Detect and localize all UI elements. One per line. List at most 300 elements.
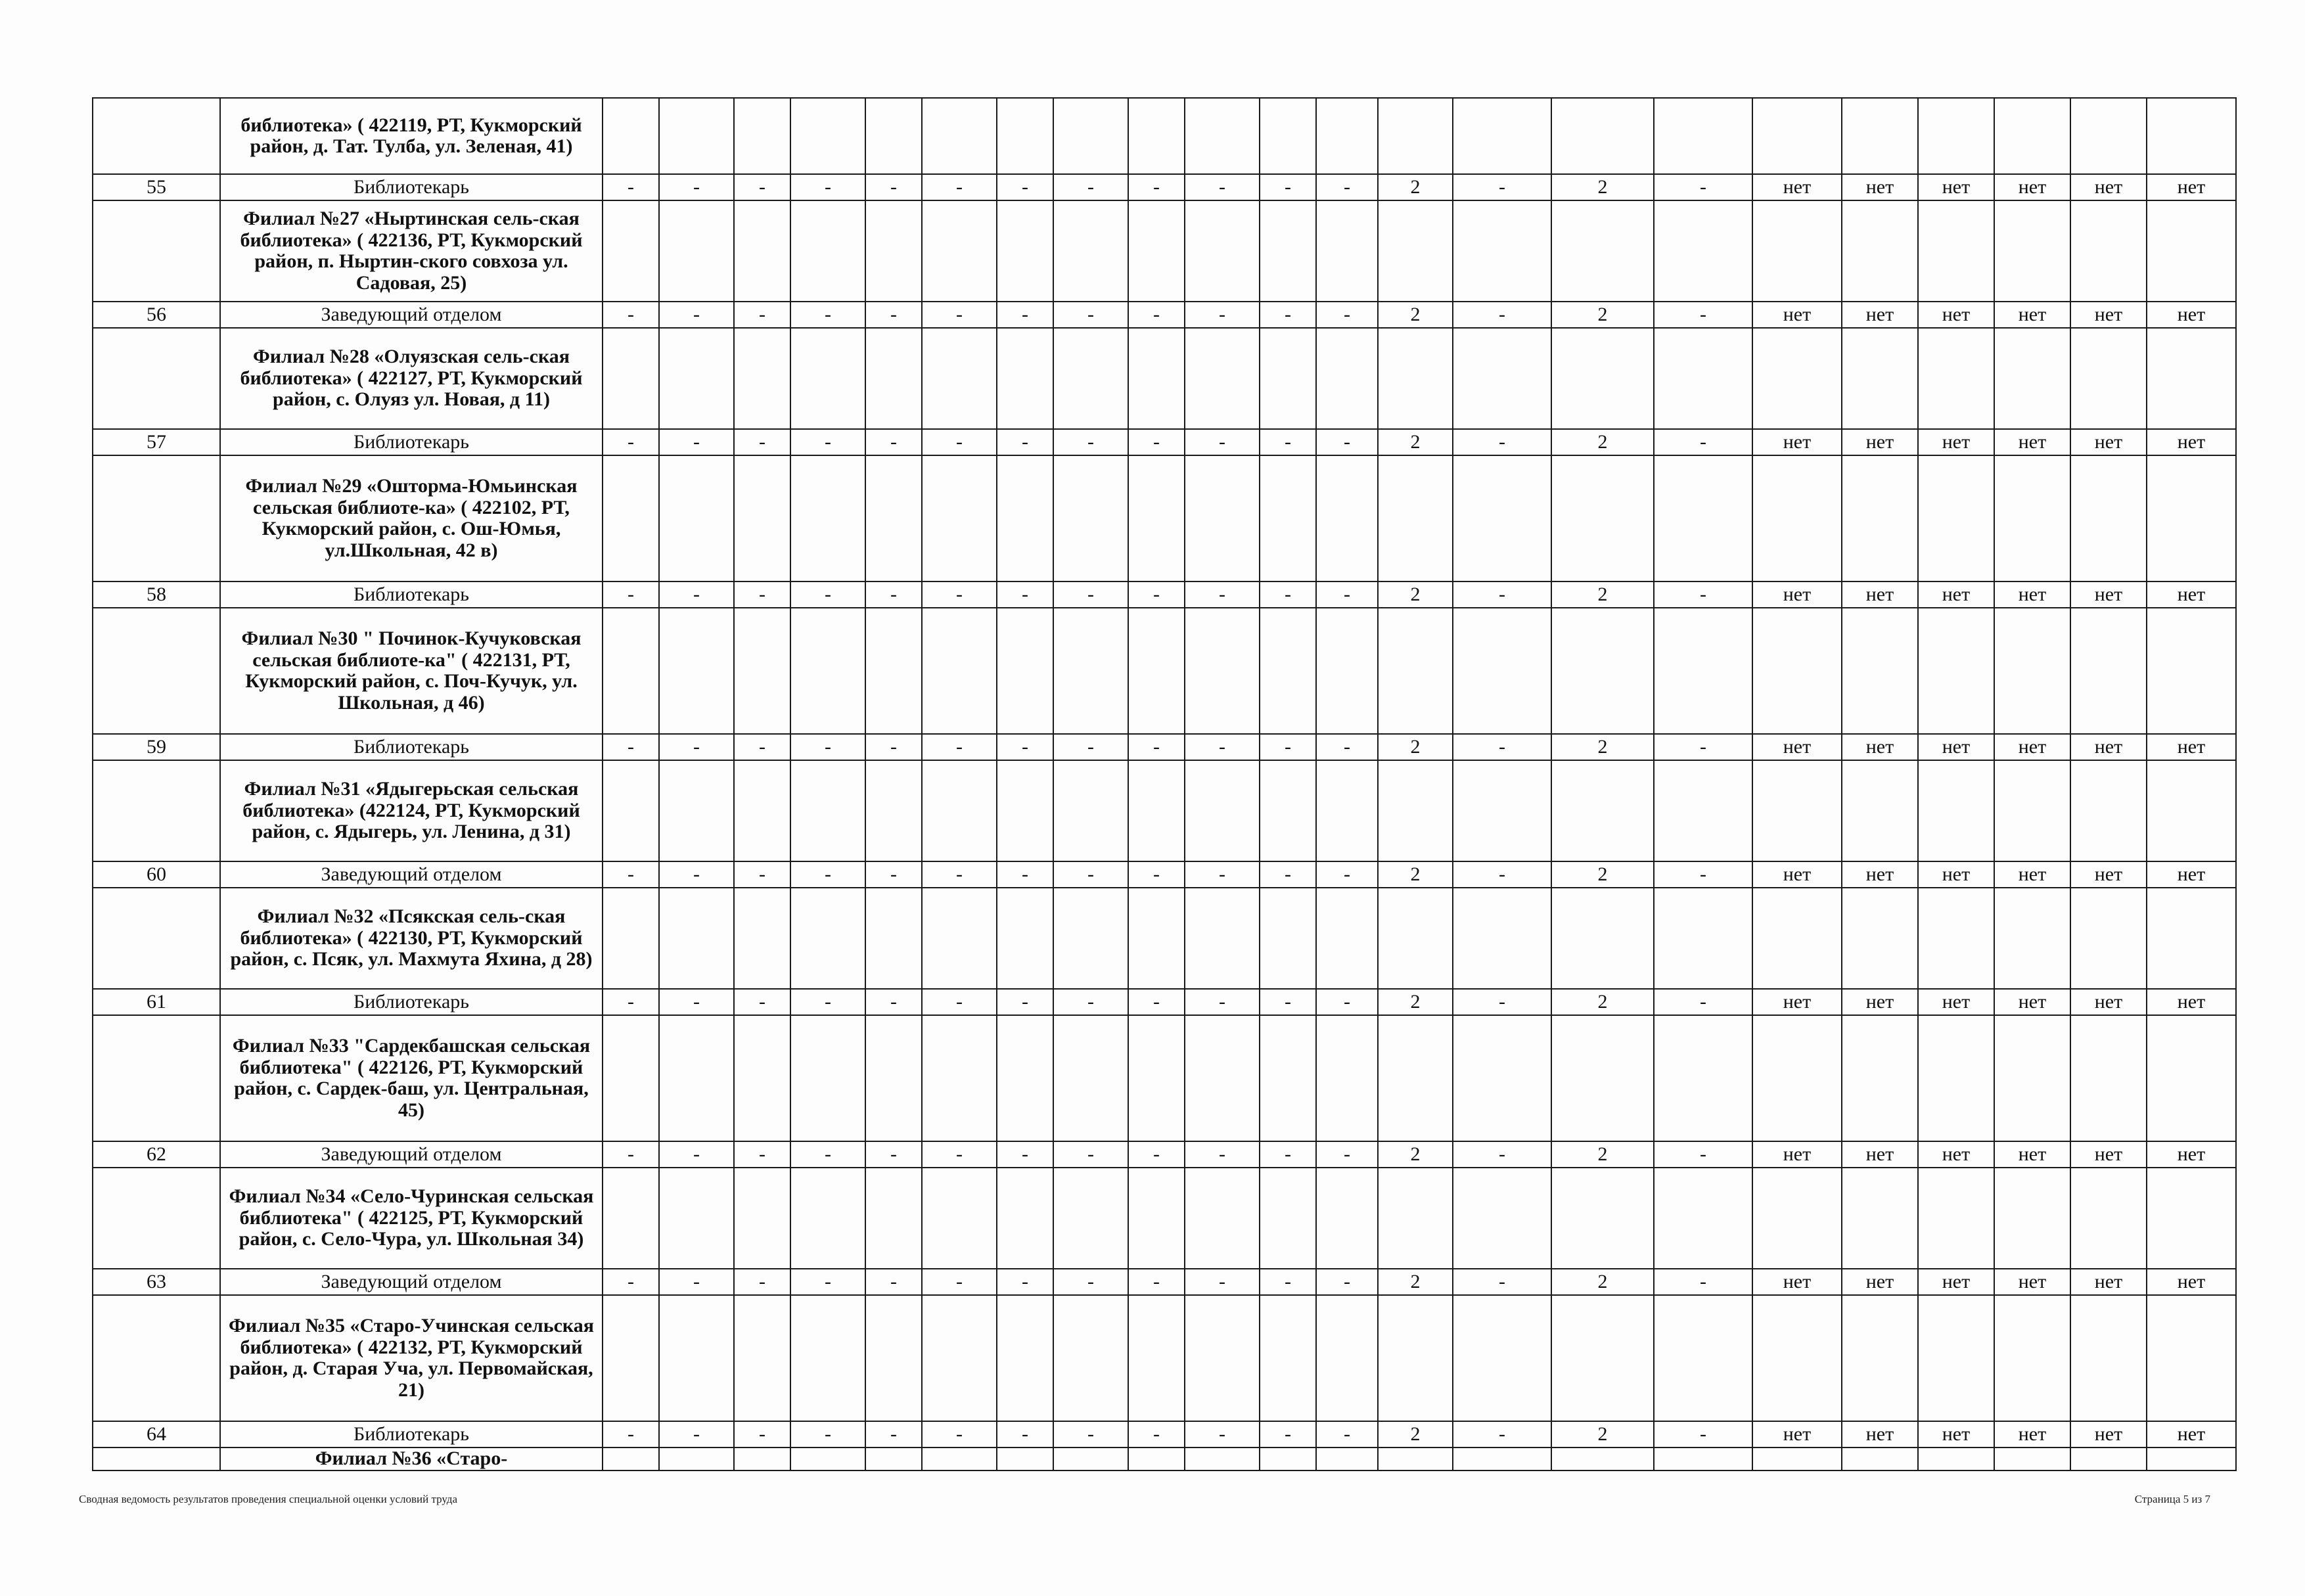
value-cell: - <box>1053 734 1128 760</box>
position-cell: Библиотекарь <box>220 734 603 760</box>
value-cell: - <box>1654 861 1752 888</box>
row-number-cell: 59 <box>93 734 220 760</box>
value-cell: - <box>1128 174 1185 200</box>
empty-cell <box>1260 1168 1316 1269</box>
row-number-cell: 60 <box>93 861 220 888</box>
value-cell: нет <box>2070 1141 2147 1168</box>
empty-cell <box>1378 760 1453 861</box>
value-cell: 2 <box>1378 1141 1453 1168</box>
empty-cell <box>2070 1015 2147 1141</box>
empty-cell <box>1842 455 1918 581</box>
value-cell: - <box>1053 302 1128 328</box>
empty-cell <box>603 1295 659 1421</box>
empty-cell <box>922 1168 997 1269</box>
value-cell: нет <box>2147 581 2236 608</box>
branch-row-number-cell <box>93 760 220 861</box>
value-cell: - <box>865 734 922 760</box>
table-row <box>93 302 2236 328</box>
value-cell: - <box>603 581 659 608</box>
empty-cell <box>1053 1295 1128 1421</box>
table-row <box>93 989 2236 1015</box>
empty-cell <box>1994 200 2070 302</box>
value-cell: - <box>1128 1421 1185 1448</box>
empty-cell <box>1316 200 1378 302</box>
row-number-cell: 61 <box>93 989 220 1015</box>
value-cell: нет <box>1752 861 1842 888</box>
empty-cell <box>1918 200 1994 302</box>
value-cell: нет <box>2147 989 2236 1015</box>
value-cell: - <box>1053 989 1128 1015</box>
empty-cell <box>1053 608 1128 734</box>
empty-cell <box>1453 760 1551 861</box>
value-cell: нет <box>1994 174 2070 200</box>
value-cell: - <box>790 581 865 608</box>
value-cell: - <box>603 1269 659 1295</box>
value-cell: - <box>865 1269 922 1295</box>
branch-row <box>93 98 2236 174</box>
empty-cell <box>734 1295 790 1421</box>
empty-cell <box>1453 1168 1551 1269</box>
empty-cell <box>1918 98 1994 174</box>
value-cell: - <box>1053 1421 1128 1448</box>
branch-name-cell: Филиал №31 «Ядыгерьская сельская библиотека» (422124, РТ, Кукморский район, с. Ядыгерь, ул. Ленина, д 31) <box>220 760 603 861</box>
value-cell: - <box>1185 174 1260 200</box>
empty-cell <box>1260 1015 1316 1141</box>
empty-cell <box>1551 455 1654 581</box>
value-cell: нет <box>1918 989 1994 1015</box>
value-cell: - <box>603 429 659 455</box>
empty-cell <box>1128 1295 1185 1421</box>
branch-name-cell: Филиал №30 " Починок-Кучуковская сельская библиоте-ка" ( 422131, РТ, Кукморский район, с. Поч-Кучук, ул. Школьная, д 46) <box>220 608 603 734</box>
value-cell: 2 <box>1551 174 1654 200</box>
value-cell: - <box>1128 1269 1185 1295</box>
empty-cell <box>1994 455 2070 581</box>
empty-cell <box>603 200 659 302</box>
empty-cell <box>1378 888 1453 989</box>
value-cell: - <box>603 734 659 760</box>
row-number-cell: 56 <box>93 302 220 328</box>
branch-row-number-cell <box>93 1448 220 1471</box>
branch-row-number-cell <box>93 888 220 989</box>
value-cell: - <box>997 581 1053 608</box>
value-cell: - <box>1316 174 1378 200</box>
value-cell: нет <box>1752 1269 1842 1295</box>
branch-row <box>93 200 2236 302</box>
empty-cell <box>1842 1448 1918 1471</box>
branch-row <box>93 455 2236 581</box>
empty-cell <box>2147 98 2236 174</box>
value-cell: - <box>1453 581 1551 608</box>
empty-cell <box>2147 455 2236 581</box>
value-cell: - <box>922 581 997 608</box>
value-cell: 2 <box>1378 302 1453 328</box>
empty-cell <box>1918 1448 1994 1471</box>
empty-cell <box>1842 200 1918 302</box>
empty-cell <box>1551 200 1654 302</box>
empty-cell <box>2070 1448 2147 1471</box>
value-cell: нет <box>1842 861 1918 888</box>
empty-cell <box>2147 200 2236 302</box>
empty-cell <box>1128 98 1185 174</box>
value-cell: - <box>1654 302 1752 328</box>
value-cell: - <box>1453 861 1551 888</box>
empty-cell <box>1316 1015 1378 1141</box>
empty-cell <box>865 1295 922 1421</box>
value-cell: нет <box>1752 1141 1842 1168</box>
value-cell: - <box>1260 1269 1316 1295</box>
value-cell: нет <box>2070 734 2147 760</box>
value-cell: - <box>1128 734 1185 760</box>
value-cell: - <box>790 734 865 760</box>
empty-cell <box>1918 1015 1994 1141</box>
empty-cell <box>1378 1448 1453 1471</box>
value-cell: 2 <box>1551 1141 1654 1168</box>
value-cell: - <box>1654 989 1752 1015</box>
empty-cell <box>1260 98 1316 174</box>
value-cell: 2 <box>1378 734 1453 760</box>
value-cell: - <box>659 429 734 455</box>
value-cell: 2 <box>1551 861 1654 888</box>
empty-cell <box>997 1168 1053 1269</box>
value-cell: нет <box>1994 429 2070 455</box>
table-row <box>93 734 2236 760</box>
empty-cell <box>1316 1448 1378 1471</box>
position-cell: Библиотекарь <box>220 174 603 200</box>
value-cell: нет <box>1842 734 1918 760</box>
empty-cell <box>603 455 659 581</box>
empty-cell <box>2070 98 2147 174</box>
value-cell: нет <box>2070 989 2147 1015</box>
empty-cell <box>1316 760 1378 861</box>
value-cell: нет <box>1994 861 2070 888</box>
empty-cell <box>734 1015 790 1141</box>
empty-cell <box>1453 888 1551 989</box>
branch-name-cell: Филиал №28 «Олуязская сель-ская библиотека» ( 422127, РТ, Кукморский район, с. Олуяз ул. Новая, д 11) <box>220 328 603 429</box>
value-cell: нет <box>2070 1269 2147 1295</box>
empty-cell <box>1654 760 1752 861</box>
row-number-cell: 57 <box>93 429 220 455</box>
empty-cell <box>1842 760 1918 861</box>
value-cell: - <box>734 302 790 328</box>
empty-cell <box>1185 328 1260 429</box>
value-cell: нет <box>2070 302 2147 328</box>
value-cell: - <box>1453 989 1551 1015</box>
empty-cell <box>865 608 922 734</box>
value-cell: - <box>997 429 1053 455</box>
empty-cell <box>1128 455 1185 581</box>
value-cell: - <box>659 989 734 1015</box>
empty-cell <box>922 455 997 581</box>
value-cell: нет <box>2070 1421 2147 1448</box>
table-row <box>93 174 2236 200</box>
value-cell: - <box>790 861 865 888</box>
empty-cell <box>1842 608 1918 734</box>
empty-cell <box>1752 328 1842 429</box>
value-cell: 2 <box>1378 989 1453 1015</box>
branch-name-cell: Филиал №34 «Село-Чуринская сельская библиотека" ( 422125, РТ, Кукморский район, с. Село-Чура, ул. Школьная 34) <box>220 1168 603 1269</box>
empty-cell <box>1185 98 1260 174</box>
empty-cell <box>1053 760 1128 861</box>
empty-cell <box>1994 328 2070 429</box>
empty-cell <box>2147 1015 2236 1141</box>
position-cell: Библиотекарь <box>220 581 603 608</box>
footer-document-title: Сводная ведомость результатов проведения специальной оценки условий труда <box>79 1493 457 1505</box>
value-cell: - <box>1053 1269 1128 1295</box>
empty-cell <box>2070 455 2147 581</box>
value-cell: - <box>997 861 1053 888</box>
value-cell: - <box>922 1421 997 1448</box>
empty-cell <box>997 1015 1053 1141</box>
branch-row-number-cell <box>93 200 220 302</box>
value-cell: 2 <box>1551 1269 1654 1295</box>
value-cell: нет <box>1994 581 2070 608</box>
empty-cell <box>734 98 790 174</box>
value-cell: - <box>734 734 790 760</box>
empty-cell <box>1378 608 1453 734</box>
value-cell: - <box>865 1421 922 1448</box>
empty-cell <box>790 1295 865 1421</box>
value-cell: - <box>1128 861 1185 888</box>
position-cell: Библиотекарь <box>220 429 603 455</box>
value-cell: нет <box>1842 302 1918 328</box>
position-cell: Заведующий отделом <box>220 302 603 328</box>
value-cell: - <box>1260 302 1316 328</box>
value-cell: - <box>1185 861 1260 888</box>
value-cell: - <box>790 1421 865 1448</box>
value-cell: - <box>659 174 734 200</box>
value-cell: - <box>1185 734 1260 760</box>
empty-cell <box>1842 1295 1918 1421</box>
empty-cell <box>603 1015 659 1141</box>
value-cell: - <box>997 1421 1053 1448</box>
empty-cell <box>997 455 1053 581</box>
value-cell: - <box>1185 581 1260 608</box>
value-cell: - <box>659 1269 734 1295</box>
empty-cell <box>1185 1295 1260 1421</box>
empty-cell <box>1453 200 1551 302</box>
empty-cell <box>659 1015 734 1141</box>
value-cell: - <box>1260 861 1316 888</box>
empty-cell <box>1378 1015 1453 1141</box>
value-cell: нет <box>1918 1141 1994 1168</box>
value-cell: - <box>790 429 865 455</box>
empty-cell <box>865 760 922 861</box>
empty-cell <box>603 608 659 734</box>
empty-cell <box>1453 455 1551 581</box>
empty-cell <box>1316 98 1378 174</box>
empty-cell <box>1260 455 1316 581</box>
empty-cell <box>1453 1295 1551 1421</box>
empty-cell <box>2070 760 2147 861</box>
empty-cell <box>1654 888 1752 989</box>
value-cell: нет <box>1918 1421 1994 1448</box>
empty-cell <box>1654 328 1752 429</box>
value-cell: нет <box>1918 174 1994 200</box>
empty-cell <box>1316 888 1378 989</box>
table-row <box>93 1141 2236 1168</box>
value-cell: нет <box>1752 989 1842 1015</box>
value-cell: 2 <box>1378 861 1453 888</box>
empty-cell <box>659 888 734 989</box>
empty-cell <box>1316 455 1378 581</box>
empty-cell <box>790 98 865 174</box>
empty-cell <box>1994 1015 2070 1141</box>
empty-cell <box>1551 760 1654 861</box>
value-cell: нет <box>1918 1269 1994 1295</box>
value-cell: - <box>1453 302 1551 328</box>
value-cell: - <box>603 989 659 1015</box>
value-cell: нет <box>1752 581 1842 608</box>
value-cell: - <box>1316 1421 1378 1448</box>
value-cell: - <box>734 174 790 200</box>
value-cell: - <box>1185 989 1260 1015</box>
empty-cell <box>1752 200 1842 302</box>
value-cell: - <box>659 302 734 328</box>
empty-cell <box>1316 608 1378 734</box>
empty-cell <box>659 98 734 174</box>
value-cell: - <box>1316 734 1378 760</box>
empty-cell <box>1053 1015 1128 1141</box>
empty-cell <box>2147 1295 2236 1421</box>
value-cell: - <box>659 861 734 888</box>
empty-cell <box>734 455 790 581</box>
empty-cell <box>922 1295 997 1421</box>
empty-cell <box>1994 760 2070 861</box>
empty-cell <box>1260 1448 1316 1471</box>
empty-cell <box>2147 1448 2236 1471</box>
empty-cell <box>734 608 790 734</box>
value-cell: - <box>865 581 922 608</box>
empty-cell <box>1185 888 1260 989</box>
empty-cell <box>1260 760 1316 861</box>
empty-cell <box>603 888 659 989</box>
empty-cell <box>1752 1168 1842 1269</box>
empty-cell <box>1551 1015 1654 1141</box>
value-cell: - <box>790 1141 865 1168</box>
empty-cell <box>1918 1168 1994 1269</box>
empty-cell <box>1053 328 1128 429</box>
empty-cell <box>1378 455 1453 581</box>
value-cell: - <box>997 1269 1053 1295</box>
empty-cell <box>2070 888 2147 989</box>
empty-cell <box>1128 1015 1185 1141</box>
value-cell: - <box>1185 1421 1260 1448</box>
value-cell: - <box>1053 861 1128 888</box>
empty-cell <box>1185 1015 1260 1141</box>
empty-cell <box>1128 760 1185 861</box>
branch-name-cell: Филиал №36 «Старо- <box>220 1448 603 1471</box>
value-cell: - <box>1185 429 1260 455</box>
empty-cell <box>1316 1295 1378 1421</box>
position-cell: Библиотекарь <box>220 1421 603 1448</box>
empty-cell <box>2147 888 2236 989</box>
empty-cell <box>1378 98 1453 174</box>
value-cell: - <box>1128 1141 1185 1168</box>
empty-cell <box>1128 200 1185 302</box>
empty-cell <box>603 760 659 861</box>
value-cell: - <box>1128 429 1185 455</box>
empty-cell <box>1378 1295 1453 1421</box>
empty-cell <box>734 760 790 861</box>
empty-cell <box>659 760 734 861</box>
row-number-cell: 64 <box>93 1421 220 1448</box>
empty-cell <box>790 328 865 429</box>
position-cell: Заведующий отделом <box>220 1269 603 1295</box>
empty-cell <box>1551 1168 1654 1269</box>
empty-cell <box>865 455 922 581</box>
empty-cell <box>1654 455 1752 581</box>
value-cell: - <box>790 989 865 1015</box>
value-cell: нет <box>1842 429 1918 455</box>
value-cell: - <box>1654 1421 1752 1448</box>
empty-cell <box>659 200 734 302</box>
empty-cell <box>1551 888 1654 989</box>
value-cell: 2 <box>1378 581 1453 608</box>
empty-cell <box>922 98 997 174</box>
empty-cell <box>1842 888 1918 989</box>
empty-cell <box>1842 1168 1918 1269</box>
empty-cell <box>997 200 1053 302</box>
value-cell: - <box>1453 1421 1551 1448</box>
branch-name-cell: Филиал №32 «Псякская сель-ская библиотека» ( 422130, РТ, Кукморский район, с. Псяк, ул. Махмута Яхина, д 28) <box>220 888 603 989</box>
empty-cell <box>1185 455 1260 581</box>
empty-cell <box>1654 1015 1752 1141</box>
empty-cell <box>1752 608 1842 734</box>
empty-cell <box>922 1448 997 1471</box>
empty-cell <box>1842 1015 1918 1141</box>
empty-cell <box>659 1168 734 1269</box>
empty-cell <box>790 1168 865 1269</box>
branch-row-number-cell <box>93 1168 220 1269</box>
branch-row <box>93 328 2236 429</box>
branch-row <box>93 760 2236 861</box>
branch-row-number-cell <box>93 98 220 174</box>
value-cell: - <box>734 989 790 1015</box>
value-cell: нет <box>2070 861 2147 888</box>
value-cell: нет <box>1918 734 1994 760</box>
empty-cell <box>1994 1168 2070 1269</box>
value-cell: нет <box>1918 429 1994 455</box>
value-cell: 2 <box>1551 989 1654 1015</box>
empty-cell <box>1185 1168 1260 1269</box>
value-cell: - <box>997 302 1053 328</box>
empty-cell <box>1453 1448 1551 1471</box>
value-cell: - <box>1260 581 1316 608</box>
empty-cell <box>1316 1168 1378 1269</box>
empty-cell <box>2147 608 2236 734</box>
empty-cell <box>1551 1295 1654 1421</box>
empty-cell <box>922 760 997 861</box>
value-cell: нет <box>1842 1269 1918 1295</box>
value-cell: нет <box>1752 1421 1842 1448</box>
empty-cell <box>1654 200 1752 302</box>
empty-cell <box>1053 1448 1128 1471</box>
branch-name-cell: Филиал №33 "Сардекбашская сельская библиотека" ( 422126, РТ, Кукморский район, с. Сардек-баш, ул. Центральная, 45) <box>220 1015 603 1141</box>
empty-cell <box>1654 1295 1752 1421</box>
value-cell: - <box>922 1269 997 1295</box>
value-cell: - <box>1654 429 1752 455</box>
empty-cell <box>1378 200 1453 302</box>
value-cell: - <box>1053 581 1128 608</box>
empty-cell <box>790 760 865 861</box>
empty-cell <box>1551 328 1654 429</box>
value-cell: - <box>1260 174 1316 200</box>
empty-cell <box>1994 1448 2070 1471</box>
value-cell: - <box>603 1141 659 1168</box>
empty-cell <box>734 1448 790 1471</box>
value-cell: - <box>1260 734 1316 760</box>
empty-cell <box>865 200 922 302</box>
